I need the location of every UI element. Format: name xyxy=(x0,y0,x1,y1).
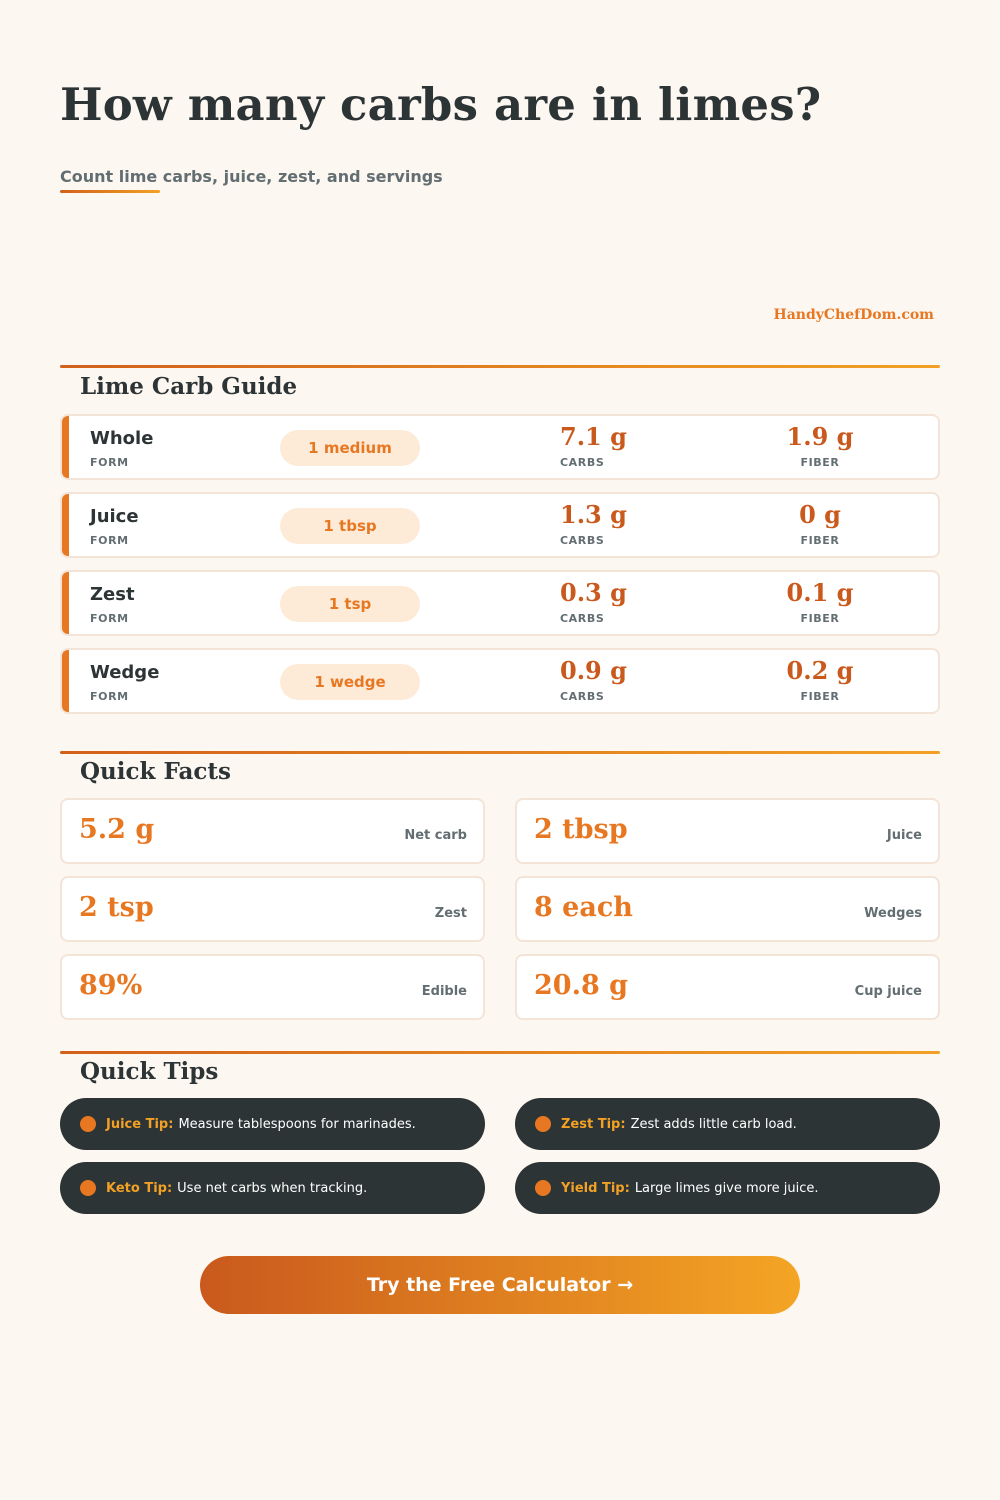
row-accent-bar xyxy=(62,572,69,634)
carbs-value: 1.3 g xyxy=(560,500,627,529)
try-calculator-button[interactable]: Try the Free Calculator → xyxy=(200,1256,800,1314)
carbs-label: CARBS xyxy=(560,534,605,547)
fact-card-net-carb xyxy=(60,798,485,864)
fact-card-juice xyxy=(515,798,940,864)
carbs-label: CARBS xyxy=(560,690,605,703)
form-label: FORM xyxy=(90,612,129,625)
guide-row-wedge xyxy=(60,648,940,714)
serving-pill: 1 tbsp xyxy=(280,508,420,544)
page-title: How many carbs are in limes? xyxy=(60,78,822,131)
row-accent-bar xyxy=(62,650,69,712)
row-accent-bar xyxy=(62,416,69,478)
form-label: FORM xyxy=(90,690,129,703)
tip-zest xyxy=(515,1098,940,1150)
tip-label: Zest Tip: xyxy=(561,1116,626,1132)
subtitle-underline xyxy=(60,190,160,193)
tip-label: Yield Tip: xyxy=(561,1180,630,1196)
serving-pill: 1 medium xyxy=(280,430,420,466)
bullet-dot-icon xyxy=(535,1180,551,1196)
fact-label: Zest xyxy=(434,906,467,921)
page-subtitle: Count lime carbs, juice, zest, and servings xyxy=(60,167,443,186)
tip-label: Keto Tip: xyxy=(106,1180,173,1196)
serving-pill: 1 wedge xyxy=(280,664,420,700)
fact-label: Edible xyxy=(421,984,467,999)
carbs-value: 7.1 g xyxy=(560,422,627,451)
fiber-label: FIBER xyxy=(800,690,840,703)
fact-value: 20.8 g xyxy=(534,970,629,1001)
fact-card-cup-juice xyxy=(515,954,940,1020)
guide-divider xyxy=(60,365,940,368)
guide-row-zest xyxy=(60,570,940,636)
carbs-value: 0.9 g xyxy=(560,656,627,685)
fiber-value: 0.2 g xyxy=(786,656,854,685)
carbs-label: CARBS xyxy=(560,612,605,625)
tips-divider xyxy=(60,1051,940,1054)
guide-row-juice xyxy=(60,492,940,558)
fact-card-edible xyxy=(60,954,485,1020)
tip-keto xyxy=(60,1162,485,1214)
form-name: Wedge xyxy=(90,662,160,683)
bullet-dot-icon xyxy=(80,1116,96,1132)
fiber-value: 0 g xyxy=(799,500,841,529)
fiber-value: 1.9 g xyxy=(786,422,854,451)
tips-title: Quick Tips xyxy=(80,1058,219,1085)
form-label: FORM xyxy=(90,534,129,547)
fact-value: 2 tbsp xyxy=(534,814,628,845)
tip-text: Large limes give more juice. xyxy=(634,1180,819,1196)
bullet-dot-icon xyxy=(535,1116,551,1132)
carbs-label: CARBS xyxy=(560,456,605,469)
form-label: FORM xyxy=(90,456,129,469)
facts-divider xyxy=(60,751,940,754)
fact-value: 8 each xyxy=(534,892,633,923)
tip-juice xyxy=(60,1098,485,1150)
guide-row-whole xyxy=(60,414,940,480)
row-accent-bar xyxy=(62,494,69,556)
fiber-label: FIBER xyxy=(800,534,840,547)
form-name: Whole xyxy=(90,428,154,449)
fact-label: Wedges xyxy=(864,906,922,921)
bullet-dot-icon xyxy=(80,1180,96,1196)
fact-value: 5.2 g xyxy=(79,814,155,845)
fact-label: Juice xyxy=(886,828,922,843)
fiber-label: FIBER xyxy=(800,456,840,469)
fact-card-zest xyxy=(60,876,485,942)
tip-text: Measure tablespoons for marinades. xyxy=(178,1116,416,1132)
form-name: Zest xyxy=(90,584,135,605)
fiber-label: FIBER xyxy=(800,612,840,625)
fact-label: Net carb xyxy=(404,828,467,843)
carbs-value: 0.3 g xyxy=(560,578,627,607)
fact-label: Cup juice xyxy=(854,984,922,999)
tip-text: Use net carbs when tracking. xyxy=(177,1180,368,1196)
fact-value: 89% xyxy=(79,970,143,1001)
serving-pill: 1 tsp xyxy=(280,586,420,622)
fact-value: 2 tsp xyxy=(79,892,154,923)
facts-title: Quick Facts xyxy=(80,758,231,785)
tip-label: Juice Tip: xyxy=(106,1116,174,1132)
guide-title: Lime Carb Guide xyxy=(80,373,298,400)
form-name: Juice xyxy=(90,506,139,527)
tip-text: Zest adds little carb load. xyxy=(630,1116,797,1132)
fiber-value: 0.1 g xyxy=(786,578,854,607)
tip-yield xyxy=(515,1162,940,1214)
fact-card-wedges xyxy=(515,876,940,942)
brand-label: HandyChefDom.com xyxy=(773,307,934,323)
